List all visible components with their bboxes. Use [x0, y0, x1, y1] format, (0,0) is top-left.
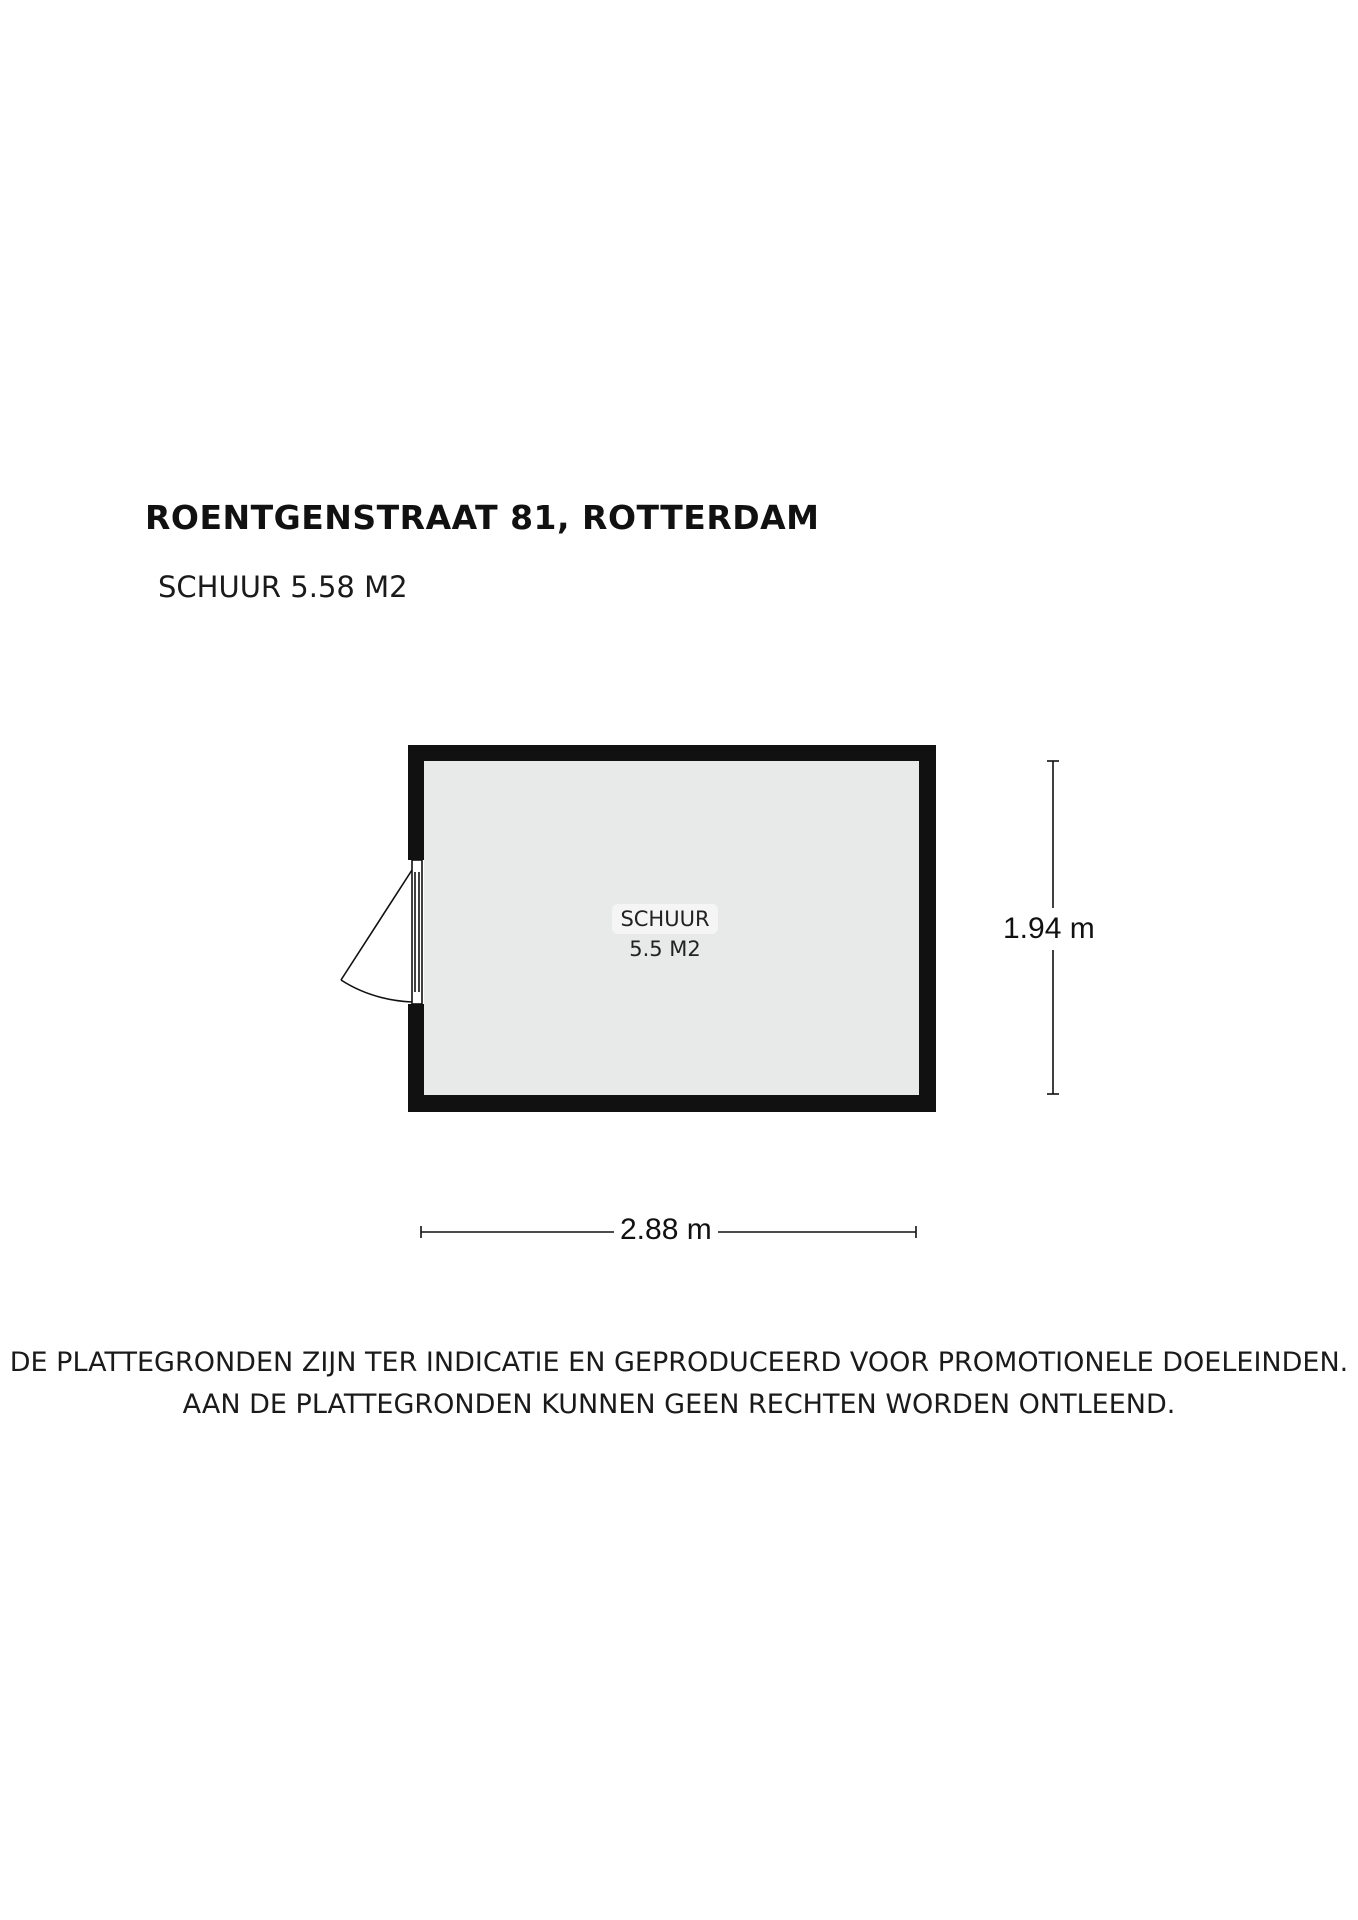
disclaimer-line-2: AAN DE PLATTEGRONDEN KUNNEN GEEN RECHTEN WORDEN ONTLEEND. [182, 1389, 1176, 1420]
wall-left-upper [408, 745, 424, 860]
door-leaf [341, 870, 412, 980]
height-dimension-label: 1.94 m [1003, 908, 1095, 950]
wall-left-lower [408, 1004, 424, 1112]
width-dimension-label: 2.88 m [614, 1213, 718, 1247]
door [341, 860, 422, 1004]
room-area: 5.5 M2 [629, 937, 701, 961]
disclaimer-line-1: DE PLATTEGRONDEN ZIJN TER INDICATIE EN GEPRODUCEERD VOOR PROMOTIONELE DOELEINDEN. [9, 1347, 1349, 1378]
door-frame [412, 860, 422, 1004]
wall-bottom [408, 1095, 936, 1112]
wall-right [919, 745, 936, 1112]
room-name: SCHUUR [612, 904, 717, 934]
wall-top [408, 745, 936, 761]
door-swing-arc [341, 980, 412, 1002]
room-label [610, 904, 720, 964]
floor-summary-subtitle: SCHUUR 5.58 M2 [158, 570, 408, 604]
disclaimer [0, 1342, 1358, 1426]
property-address-title: ROENTGENSTRAAT 81, ROTTERDAM [145, 498, 820, 537]
